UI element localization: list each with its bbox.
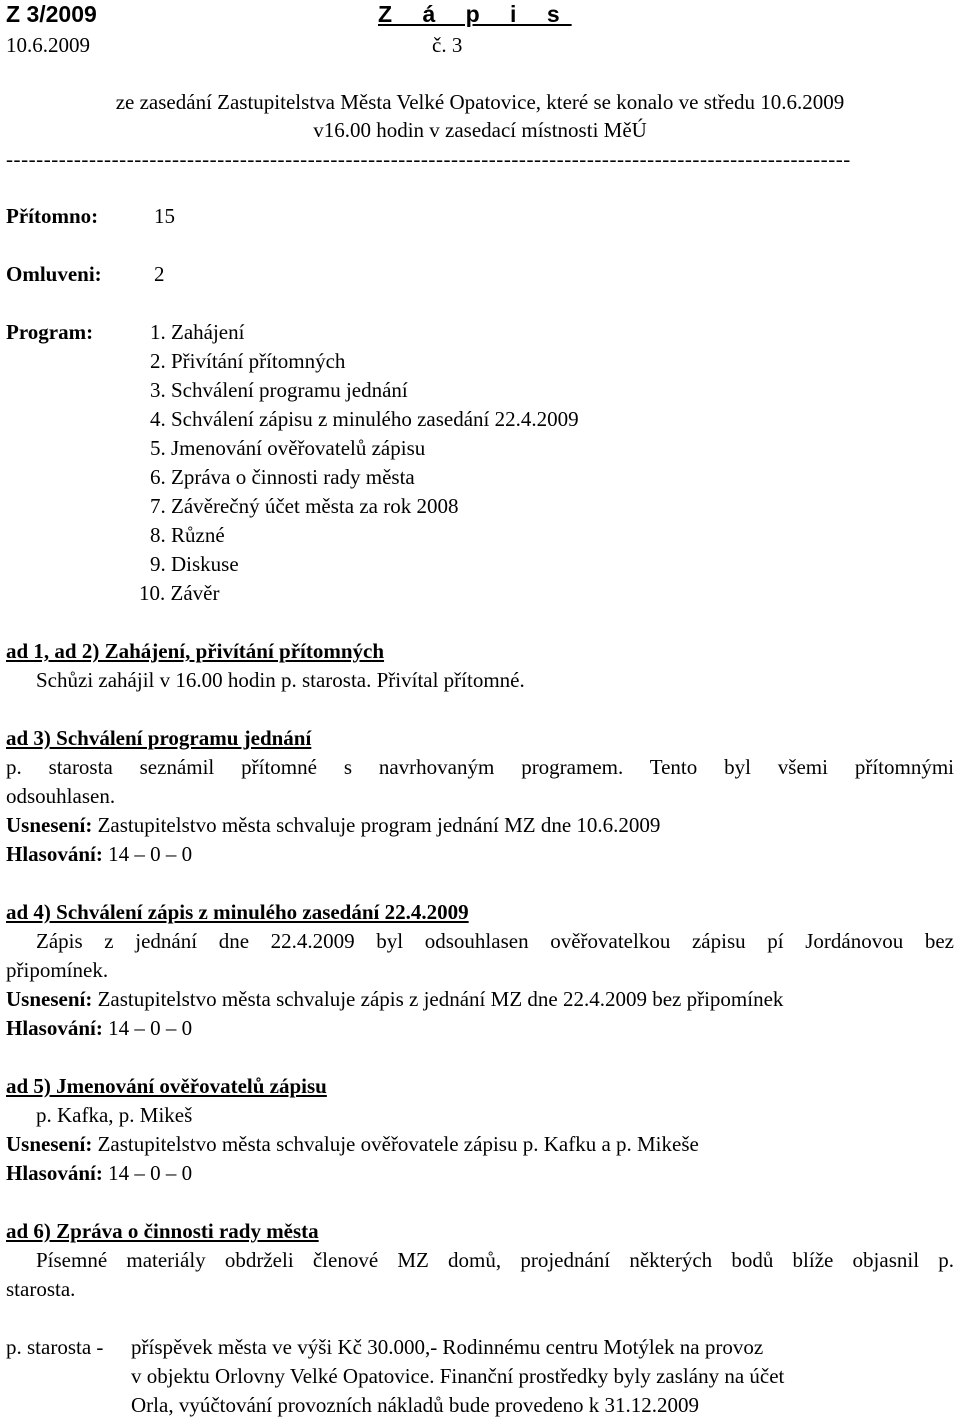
section-text: Písemné materiály obdrželi členové MZ domů, projednání některých bodů blíže objasnil p. bbox=[36, 1248, 954, 1272]
item-label: p. starosta - bbox=[6, 1335, 104, 1359]
program-item: 8. Různé bbox=[150, 523, 225, 547]
document-number-label: č. 3 bbox=[432, 33, 463, 57]
vote-label: Hlasování: bbox=[6, 1161, 103, 1185]
program-item: 7. Závěrečný účet města za rok 2008 bbox=[150, 494, 459, 518]
document-date: 10.6.2009 bbox=[6, 33, 90, 57]
item-text: v objektu Orlovny Velké Opatovice. Finanční prostředky byly zaslány na účet bbox=[131, 1364, 785, 1388]
section-text: odsouhlasen. bbox=[6, 784, 116, 808]
section-text: p. starosta seznámil přítomné s navrhovaným programem. Tento byl všemi přítomnými bbox=[6, 755, 954, 779]
resolution-line bbox=[6, 1130, 699, 1159]
excused-label: Omluveni: bbox=[6, 262, 102, 286]
section-text: p. Kafka, p. Mikeš bbox=[36, 1103, 193, 1127]
program-label: Program: bbox=[6, 320, 94, 344]
vote-line bbox=[6, 1014, 192, 1043]
vote-result: 14 – 0 – 0 bbox=[108, 1016, 193, 1040]
separator-line: ---------------------------------------------------------------------------------------------------------------- bbox=[6, 147, 851, 171]
program-item: 9. Diskuse bbox=[150, 552, 239, 576]
document-title: Z á p i s bbox=[378, 1, 572, 27]
program-item: 2. Přivítání přítomných bbox=[150, 349, 346, 373]
section-heading: ad 3) Schválení programu jednání bbox=[6, 726, 312, 750]
program-item: 10. Závěr bbox=[139, 581, 220, 605]
section-text: starosta. bbox=[6, 1277, 76, 1301]
present-value: 15 bbox=[154, 204, 175, 228]
resolution-text: Zastupitelstvo města schvaluje program jednání MZ dne 10.6.2009 bbox=[97, 813, 661, 837]
resolution-label: Usnesení: bbox=[6, 1132, 93, 1156]
section-heading: ad 4) Schválení zápis z minulého zasedání 22.4.2009 bbox=[6, 900, 469, 924]
program-item: 5. Jmenování ověřovatelů zápisu bbox=[150, 436, 426, 460]
section-heading: ad 1, ad 2) Zahájení, přivítání přítomných bbox=[6, 639, 385, 663]
resolution-label: Usnesení: bbox=[6, 813, 93, 837]
program-item: 4. Schválení zápisu z minulého zasedání 22.4.2009 bbox=[150, 407, 579, 431]
resolution-text: Zastupitelstvo města schvaluje zápis z jednání MZ dne 22.4.2009 bez připomínek bbox=[97, 987, 784, 1011]
excused-value: 2 bbox=[154, 262, 165, 286]
program-item: 6. Zpráva o činnosti rady města bbox=[150, 465, 415, 489]
program-item: 3. Schválení programu jednání bbox=[150, 378, 408, 402]
vote-result: 14 – 0 – 0 bbox=[108, 1161, 193, 1185]
vote-line bbox=[6, 1159, 192, 1188]
meeting-description-line1: ze zasedání Zastupitelstva Města Velké Opatovice, které se konalo ve středu 10.6.2009 bbox=[115, 90, 845, 114]
resolution-line bbox=[6, 985, 783, 1014]
present-label: Přítomno: bbox=[6, 204, 99, 228]
meeting-description-line2: v16.00 hodin v zasedací místnosti MěÚ bbox=[313, 118, 647, 142]
resolution-text: Zastupitelstvo města schvaluje ověřovatele zápisu p. Kafku a p. Mikeše bbox=[97, 1132, 699, 1156]
section-text: připomínek. bbox=[6, 958, 109, 982]
vote-line bbox=[6, 840, 192, 869]
resolution-line bbox=[6, 811, 660, 840]
section-text: Zápis z jednání dne 22.4.2009 byl odsouhlasen ověřovatelkou zápisu pí Jordánovou bez bbox=[36, 929, 954, 953]
section-heading: ad 6) Zpráva o činnosti rady města bbox=[6, 1219, 319, 1243]
program-item: 1. Zahájení bbox=[150, 320, 245, 344]
section-heading: ad 5) Jmenování ověřovatelů zápisu bbox=[6, 1074, 327, 1098]
item-text: Orla, vyúčtování provozních nákladů bude provedeno k 31.12.2009 bbox=[131, 1393, 700, 1417]
resolution-label: Usnesení: bbox=[6, 987, 93, 1011]
document-number: Z 3/2009 bbox=[6, 1, 97, 27]
item-text: příspěvek města ve výši Kč 30.000,- Rodinnému centru Motýlek na provoz bbox=[131, 1335, 764, 1359]
vote-label: Hlasování: bbox=[6, 842, 103, 866]
vote-label: Hlasování: bbox=[6, 1016, 103, 1040]
section-text: Schůzi zahájil v 16.00 hodin p. starosta. Přivítal přítomné. bbox=[36, 668, 525, 692]
vote-result: 14 – 0 – 0 bbox=[108, 842, 193, 866]
